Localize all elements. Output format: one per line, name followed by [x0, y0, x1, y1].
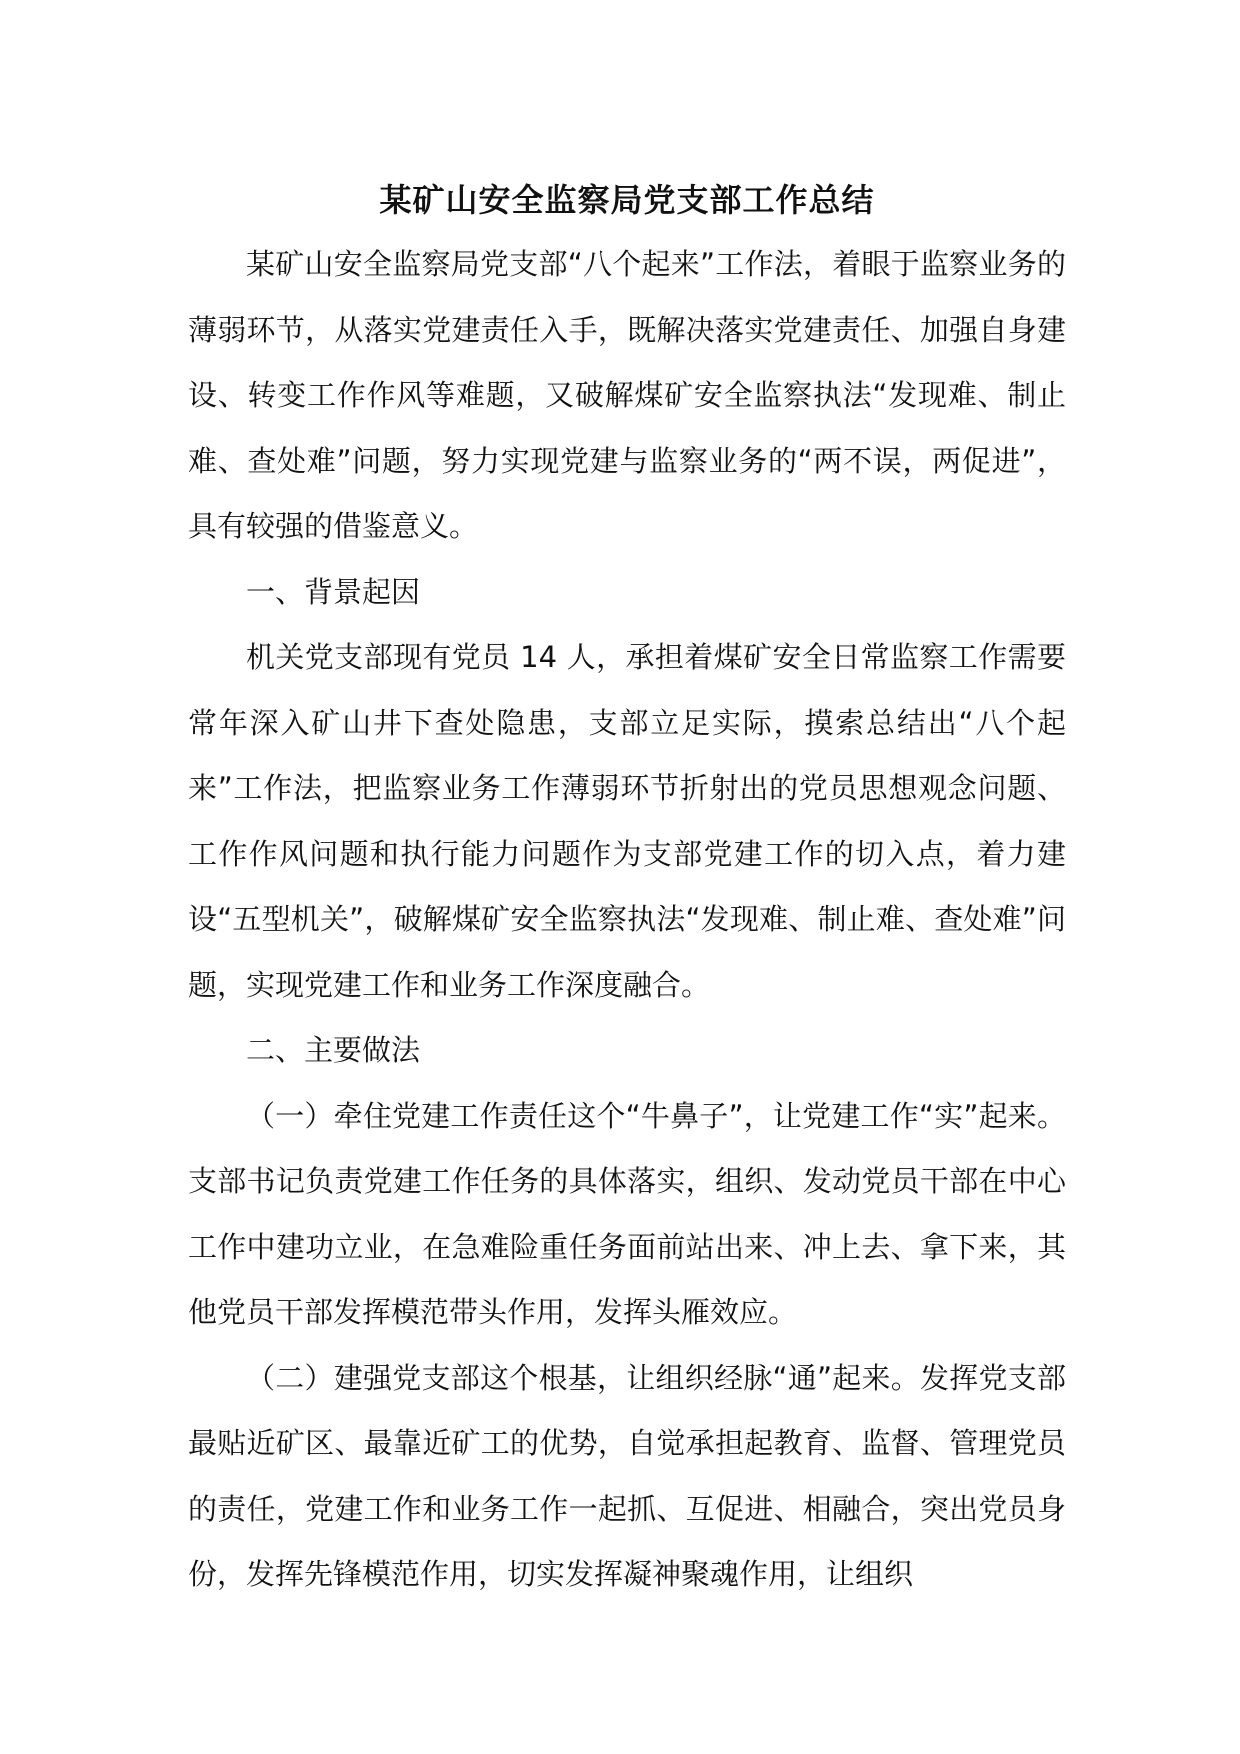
background-paragraph: 机关党支部现有党员 14 人，承担着煤矿安全日常监察工作需要常年深入矿山井下查处隐患，支部立足实际，摸索总结出“八个起来”工作法，把监察业务工作薄弱环节折射出的党员思想观念问题、工作作风问题和执行能力问题作为支部党建工作的切入点，着力建设“五型机关”，破解煤矿安全监察执法“发现难、制止难、查处难”问题，实现党建工作和业务工作深度融合。 — [188, 640, 1066, 1002]
document-page — [188, 168, 1066, 1608]
section-heading-main-practices: 二、主要做法 — [246, 1033, 421, 1067]
intro-paragraph: 某矿山安全监察局党支部“八个起来”工作法，着眼于监察业务的薄弱环节，从落实党建责任入手，既解决落实党建责任、加强自身建设、转变工作作风等难题，又破解煤矿安全监察执法“发现难、制止难、查处难”问题，努力实现党建与监察业务的“两不误，两促进”，具有较强的借鉴意义。 — [188, 247, 1066, 543]
document-title: 某矿山安全监察局党支部工作总结 — [379, 181, 875, 219]
practice-paragraph-1: （一）牵住党建工作责任这个“牛鼻子”，让党建工作“实”起来。支部书记负责党建工作任务的具体落实，组织、发动党员干部在中心工作中建功立业，在急难险重任务面前站出来、冲上去、拿下来，其他党员干部发挥模范带头作用，发挥头雁效应。 — [188, 1098, 1066, 1329]
section-heading-background: 一、背景起因 — [246, 574, 421, 609]
practice-paragraph-2: （二）建强党支部这个根基，让组织经脉“通”起来。发挥党支部最贴近矿区、最靠近矿工的优势，自觉承担起教育、监督、管理党员的责任，党建工作和业务工作一起抓、互促进、相融合，突出党员身份，发挥先锋模范作用，切实发挥凝神聚魂作用，让组织 — [188, 1360, 1066, 1591]
